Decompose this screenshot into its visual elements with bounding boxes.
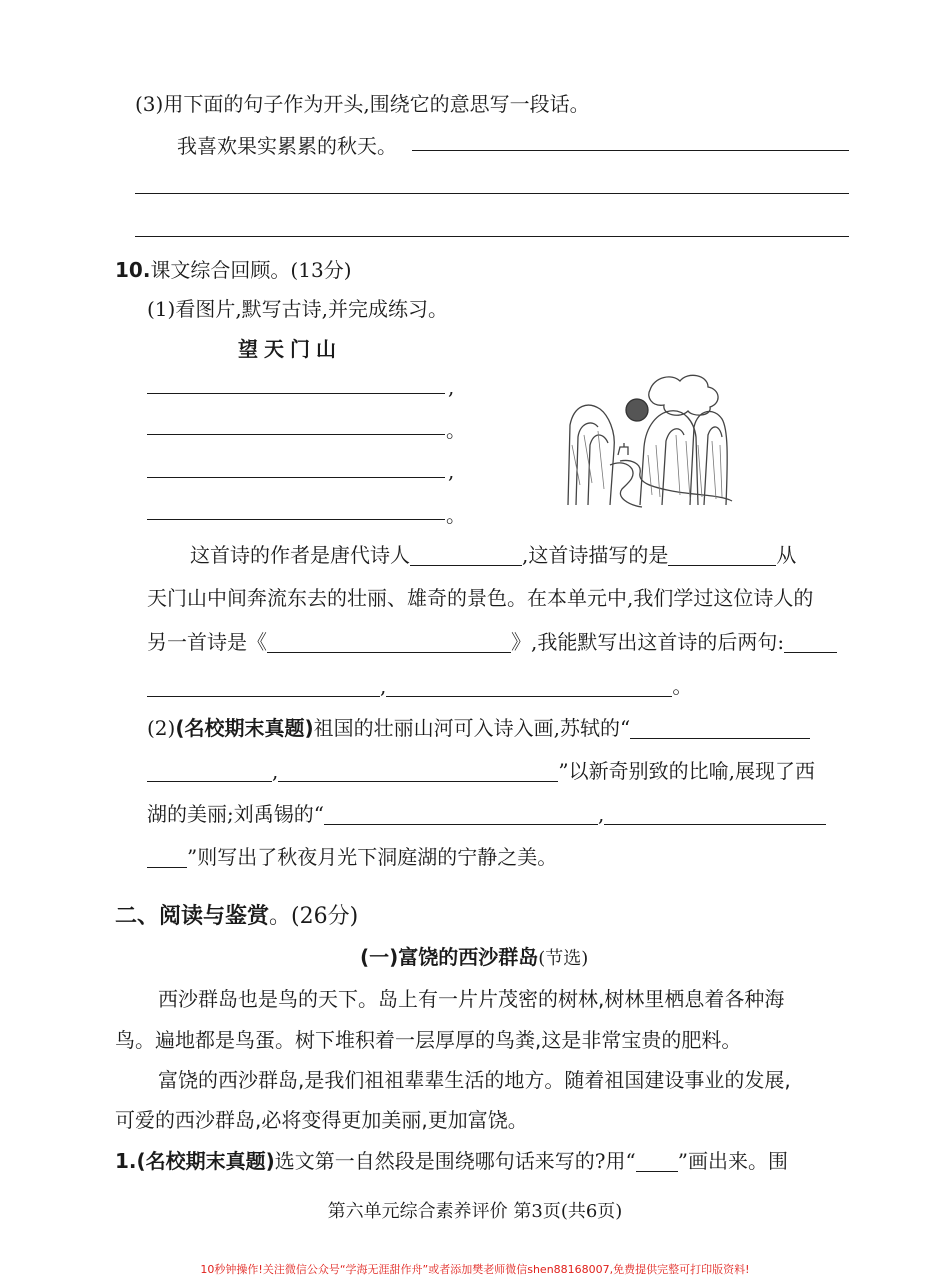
poem-punct: 。 [446, 418, 466, 442]
blank-poem-name[interactable] [267, 630, 511, 653]
fill-in-sentence: , ”以新奇别致的比喻,展现了西 [147, 757, 815, 785]
poem-line-1[interactable] [147, 393, 445, 394]
fill-in-sentence: 另一首诗是《 》,我能默写出这首诗的后两句: [147, 628, 837, 656]
blank-verse[interactable] [147, 845, 187, 868]
passage-line: 富饶的西沙群岛,是我们祖祖辈辈生活的地方。随着祖国建设事业的发展, [158, 1068, 791, 1092]
q10-heading: 10.课文综合回顾。(13分) [115, 258, 352, 282]
blank-verse[interactable] [784, 630, 837, 653]
q10-sub2-prompt: (2)(名校期末真题)祖国的壮丽山河可入诗入画,苏轼的“ [147, 714, 810, 742]
poem-punct: , [448, 459, 455, 483]
passage-line: 鸟。遍地都是鸟蛋。树下堆积着一层厚厚的鸟粪,这是非常宝贵的肥料。 [115, 1028, 742, 1052]
blank-verse[interactable] [604, 802, 826, 825]
blank-author[interactable] [410, 543, 522, 566]
blank-verse[interactable] [147, 759, 272, 782]
reading-question-1: 1.(名校期末真题)选文第一自然段是围绕哪句话来写的?用“ ”画出来。围 [115, 1149, 788, 1173]
poem-line-3[interactable] [147, 477, 445, 478]
blank-verse[interactable] [278, 759, 558, 782]
q10-sub1-prompt: (1)看图片,默写古诗,并完成练习。 [147, 297, 449, 321]
answer-line[interactable] [135, 193, 849, 194]
fill-in-sentence: , 。 [147, 672, 692, 700]
passage-line: 可爱的西沙群岛,必将变得更加美丽,更加富饶。 [115, 1108, 528, 1132]
blank-verse[interactable] [147, 674, 380, 697]
fill-in-sentence: 湖的美丽;刘禹锡的“ , [147, 800, 826, 828]
poem-punct: , [448, 375, 455, 399]
paragraph-line: 天门山中间奔流东去的壮丽、雄奇的景色。在本单元中,我们学过这位诗人的 [147, 586, 814, 610]
answer-line[interactable] [412, 150, 849, 151]
poem-line-4[interactable] [147, 519, 445, 520]
passage-title: (一)富饶的西沙群岛(节选) [360, 945, 589, 969]
answer-line[interactable] [135, 236, 849, 237]
blank-scene[interactable] [668, 543, 776, 566]
blank-verse[interactable] [386, 674, 672, 697]
fill-in-sentence: 这首诗的作者是唐代诗人 ,这首诗描写的是 从 [190, 543, 797, 567]
blank-verse[interactable] [324, 802, 598, 825]
section-heading: 二、阅读与鉴赏。(26分) [115, 904, 359, 929]
page-footer: 第六单元综合素养评价 第3页(共6页) [327, 1201, 623, 1222]
poem-title: 望天门山 [238, 337, 342, 361]
fill-in-sentence: ”则写出了秋夜月光下洞庭湖的宁静之美。 [147, 843, 557, 871]
poem-line-2[interactable] [147, 434, 445, 435]
q9-starter-sentence: 我喜欢果实累累的秋天。 [177, 134, 397, 158]
blank-verse[interactable] [630, 716, 810, 739]
passage-line: 西沙群岛也是鸟的天下。岛上有一片片茂密的树林,树林里栖息着各种海 [158, 987, 785, 1011]
q9-sub3-prompt: (3)用下面的句子作为开头,围绕它的意思写一段话。 [135, 92, 590, 116]
blank-underline-mark[interactable] [636, 1149, 678, 1172]
promo-notice: 10秒钟操作!关注微信公众号“学海无涯甜作舟”或者添加樊老师微信shen88168007,免费提供完整可打印版资料! [200, 1263, 750, 1276]
poem-punct: 。 [446, 503, 466, 527]
tianmen-mountain-illustration [562, 365, 734, 513]
